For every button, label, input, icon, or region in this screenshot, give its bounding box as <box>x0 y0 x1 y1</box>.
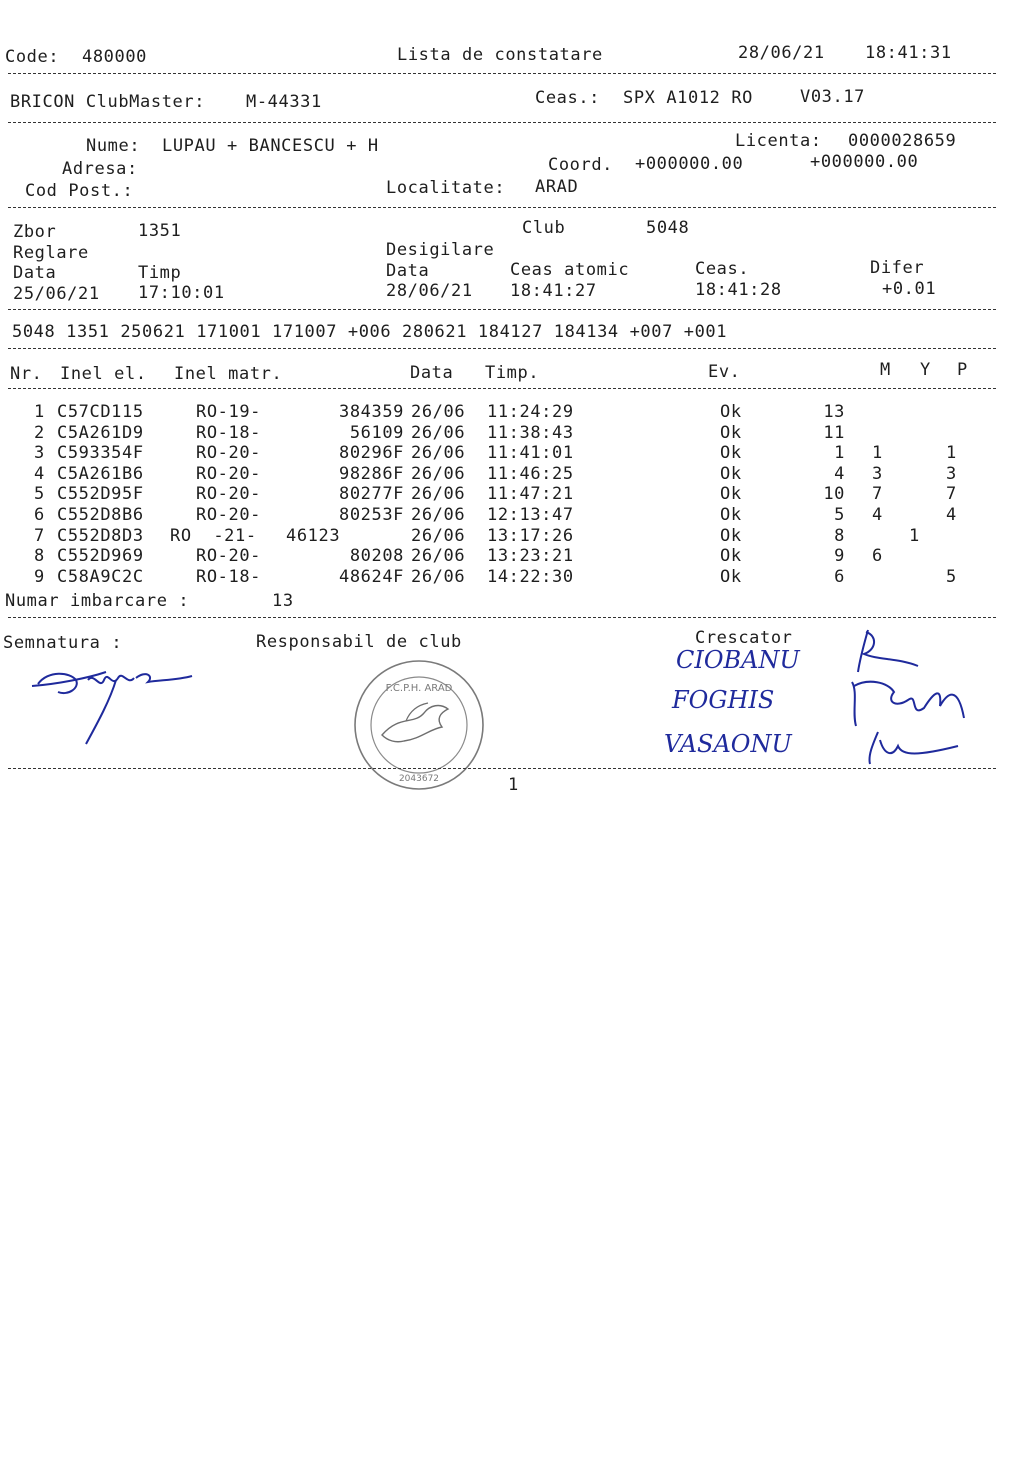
signature-left <box>28 650 203 750</box>
row-data: 26/06 <box>411 484 466 504</box>
col-m: M <box>880 360 891 380</box>
row-data: 26/06 <box>411 505 466 525</box>
col-timp: Timp. <box>485 363 540 383</box>
row-data: 26/06 <box>411 443 466 463</box>
col-p: P <box>957 360 968 380</box>
zbor-label: Zbor <box>13 222 57 242</box>
signature-right <box>838 622 993 777</box>
row-inel-number: 384359 <box>338 402 404 422</box>
table-row <box>0 567 1024 587</box>
row-m: 3 <box>872 464 883 484</box>
stamp-text-bottom: 2043672 <box>398 774 440 784</box>
row-inel-number: 46123 <box>286 526 341 546</box>
row-ev: Ok <box>720 567 742 587</box>
table-row <box>0 464 1024 484</box>
licenta-label: Licenta: <box>735 131 822 151</box>
row-timp: 14:22:30 <box>487 567 574 587</box>
row-nr: 2 <box>34 423 45 443</box>
difer-value: +0.01 <box>882 279 937 299</box>
reglare-label: Reglare <box>13 243 89 263</box>
row-position: 6 <box>834 567 845 587</box>
desig-data-label: Data <box>386 261 430 281</box>
clubmaster-label: BRICON ClubMaster: <box>10 92 206 112</box>
row-position: 1 <box>834 443 845 463</box>
imbarcare-value: 13 <box>272 591 294 611</box>
row-inel-el: C5A261D9 <box>57 423 144 443</box>
club-value: 5048 <box>646 218 690 238</box>
semnatura-label: Semnatura : <box>3 633 123 653</box>
divider <box>8 768 996 769</box>
row-inel-number: 80253F <box>338 505 404 525</box>
adresa-label: Adresa: <box>62 159 138 179</box>
nume-label: Nume: <box>86 136 141 156</box>
row-inel-prefix: RO-20- <box>196 546 262 566</box>
row-position: 5 <box>834 505 845 525</box>
row-nr: 9 <box>34 567 45 587</box>
row-y: 1 <box>909 526 920 546</box>
row-inel-el: C5A261B6 <box>57 464 144 484</box>
responsabil-label: Responsabil de club <box>256 632 462 652</box>
col-nr: Nr. <box>10 364 43 384</box>
row-inel-number: 48624F <box>338 567 404 587</box>
row-p: 1 <box>946 443 957 463</box>
divider <box>8 309 996 310</box>
row-data: 26/06 <box>411 526 466 546</box>
row-inel-el: C552D8B6 <box>57 505 144 525</box>
localitate-value: ARAD <box>535 177 579 197</box>
row-ev: Ok <box>720 402 742 422</box>
row-timp: 11:41:01 <box>487 443 574 463</box>
handwritten-name-3: VASAONU <box>664 730 792 758</box>
divider <box>8 348 996 349</box>
ceas-atomic-label: Ceas atomic <box>510 260 630 280</box>
licenta-value: 0000028659 <box>848 131 957 151</box>
header-date: 28/06/21 <box>738 43 825 63</box>
row-inel-prefix: RO-20- <box>196 464 262 484</box>
reglare-data: 25/06/21 <box>13 284 100 304</box>
row-inel-prefix: RO-19- <box>196 402 262 422</box>
row-nr: 5 <box>34 484 45 504</box>
row-m: 6 <box>872 546 883 566</box>
code-value: 480000 <box>82 47 148 67</box>
col-inel-el: Inel el. <box>60 364 147 384</box>
row-data: 26/06 <box>411 423 466 443</box>
row-m: 7 <box>872 484 883 504</box>
row-nr: 3 <box>34 443 45 463</box>
version: V03.17 <box>800 87 866 107</box>
table-row <box>0 484 1024 504</box>
reglare-timp-label: Timp <box>138 263 182 283</box>
col-y: Y <box>920 360 931 380</box>
row-ev: Ok <box>720 423 742 443</box>
divider <box>8 73 996 74</box>
row-inel-el: C593354F <box>57 443 144 463</box>
page-number: 1 <box>508 775 519 795</box>
table-row <box>0 546 1024 566</box>
row-inel-el: C552D95F <box>57 484 144 504</box>
row-p: 5 <box>946 567 957 587</box>
zbor-value: 1351 <box>138 221 182 241</box>
code-label: Code: <box>5 47 60 67</box>
row-inel-prefix: RO-20- <box>196 484 262 504</box>
row-timp: 13:17:26 <box>487 526 574 546</box>
row-ev: Ok <box>720 505 742 525</box>
row-nr: 6 <box>34 505 45 525</box>
crescator-label: Crescator <box>695 628 793 648</box>
row-ev: Ok <box>720 443 742 463</box>
row-m: 4 <box>872 505 883 525</box>
row-p: 4 <box>946 505 957 525</box>
row-inel-number: 80296F <box>338 443 404 463</box>
row-position: 9 <box>834 546 845 566</box>
row-data: 26/06 <box>411 402 466 422</box>
row-m: 1 <box>872 443 883 463</box>
row-inel-number: 80277F <box>338 484 404 504</box>
table-row <box>0 526 1024 546</box>
coord-x: +000000.00 <box>635 154 744 174</box>
row-ev: Ok <box>720 546 742 566</box>
table-row <box>0 505 1024 525</box>
row-p: 7 <box>946 484 957 504</box>
club-stamp <box>344 655 494 795</box>
row-p: 3 <box>946 464 957 484</box>
row-ev: Ok <box>720 484 742 504</box>
row-timp: 13:23:21 <box>487 546 574 566</box>
row-position: 10 <box>823 484 845 504</box>
table-row <box>0 443 1024 463</box>
ceas-clock-label: Ceas. <box>695 259 750 279</box>
row-timp: 11:38:43 <box>487 423 574 443</box>
row-nr: 7 <box>34 526 45 546</box>
row-inel-number: 56109 <box>349 423 404 443</box>
header-time: 18:41:31 <box>865 43 952 63</box>
col-inel-matr: Inel matr. <box>174 364 283 384</box>
row-position: 8 <box>834 526 845 546</box>
ceas-value: SPX A1012 RO <box>623 88 754 108</box>
clubmaster-value: M-44331 <box>246 92 322 112</box>
row-timp: 11:47:21 <box>487 484 574 504</box>
row-inel-prefix: RO-20- <box>196 443 262 463</box>
desig-atomic: 18:41:27 <box>510 281 597 301</box>
row-inel-el: C57CD115 <box>57 402 144 422</box>
row-nr: 8 <box>34 546 45 566</box>
cod-post-label: Cod Post.: <box>25 181 134 201</box>
row-inel-el: C58A9C2C <box>57 567 144 587</box>
row-timp: 11:24:29 <box>487 402 574 422</box>
coord-y: +000000.00 <box>810 152 919 172</box>
row-ev: Ok <box>720 464 742 484</box>
row-nr: 1 <box>34 402 45 422</box>
row-timp: 11:46:25 <box>487 464 574 484</box>
localitate-label: Localitate: <box>386 178 506 198</box>
club-label: Club <box>522 218 566 238</box>
desig-data: 28/06/21 <box>386 281 473 301</box>
row-position: 4 <box>834 464 845 484</box>
code-line: 5048 1351 250621 171001 171007 +006 280621 184127 184134 +007 +001 <box>12 322 728 342</box>
divider <box>8 617 996 618</box>
row-ev: Ok <box>720 526 742 546</box>
row-inel-prefix: RO-20- <box>196 505 262 525</box>
row-data: 26/06 <box>411 546 466 566</box>
row-timp: 12:13:47 <box>487 505 574 525</box>
row-data: 26/06 <box>411 464 466 484</box>
divider <box>8 207 996 208</box>
reglare-timp: 17:10:01 <box>138 283 225 303</box>
document-title: Lista de constatare <box>397 45 603 65</box>
row-inel-number: 98286F <box>338 464 404 484</box>
table-row <box>0 402 1024 422</box>
row-position: 11 <box>823 423 845 443</box>
row-inel-prefix: RO-18- <box>196 423 262 443</box>
ceas-label: Ceas.: <box>535 88 601 108</box>
row-nr: 4 <box>34 464 45 484</box>
row-inel-number: 80208 <box>349 546 404 566</box>
table-row <box>0 423 1024 443</box>
row-data: 26/06 <box>411 567 466 587</box>
row-inel-el: C552D969 <box>57 546 144 566</box>
reglare-data-label: Data <box>13 263 57 283</box>
handwritten-name-2: FOGHIS <box>672 686 775 714</box>
row-position: 13 <box>823 402 845 422</box>
row-inel-prefix: RO -21- <box>170 526 257 546</box>
desigilare-label: Desigilare <box>386 240 495 260</box>
difer-label: Difer <box>870 258 925 278</box>
divider <box>8 388 996 389</box>
divider <box>8 122 996 123</box>
desig-ceas: 18:41:28 <box>695 280 782 300</box>
coord-label: Coord. <box>548 155 614 175</box>
col-data: Data <box>410 363 454 383</box>
row-inel-el: C552D8D3 <box>57 526 144 546</box>
row-inel-prefix: RO-18- <box>196 567 262 587</box>
col-ev: Ev. <box>708 362 741 382</box>
handwritten-name-1: CIOBANU <box>676 646 800 674</box>
nume-value: LUPAU + BANCESCU + H <box>162 136 379 156</box>
stamp-text-top: F.C.P.H. ARAD <box>385 683 453 694</box>
imbarcare-label: Numar imbarcare : <box>5 591 190 611</box>
